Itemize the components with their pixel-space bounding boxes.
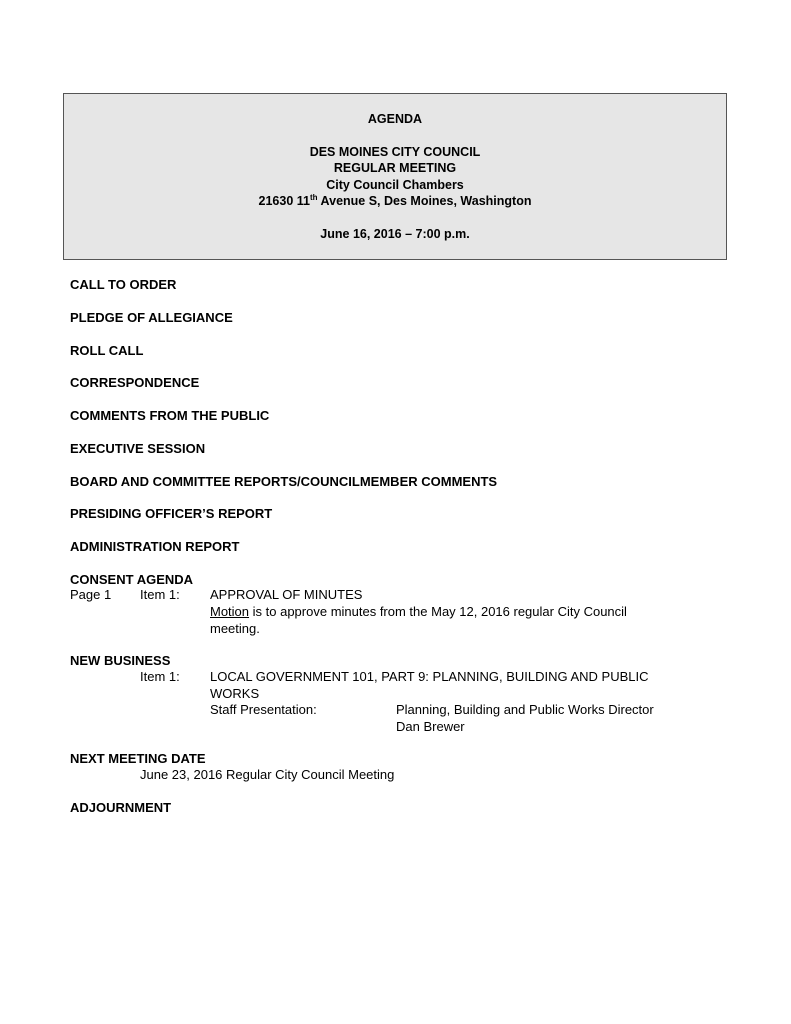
section-administration-report: ADMINISTRATION REPORT <box>70 539 240 554</box>
section-new-business: NEW BUSINESS <box>70 653 171 668</box>
section-consent-agenda: CONSENT AGENDA <box>70 572 194 587</box>
consent-page-ref: Page 1 <box>70 587 112 602</box>
section-roll-call: ROLL CALL <box>70 343 144 358</box>
consent-motion-continued: meeting. <box>210 621 260 636</box>
staff-presentation-label: Staff Presentation: <box>210 702 317 717</box>
meeting-type: REGULAR MEETING <box>333 161 457 175</box>
meeting-address <box>64 193 726 210</box>
address-street: Avenue S, Des Moines, Washington <box>317 194 532 208</box>
section-executive-session: EXECUTIVE SESSION <box>70 441 206 456</box>
section-presiding-officer-report: PRESIDING OFFICER’S REPORT <box>70 506 273 521</box>
agenda-heading: AGENDA <box>367 112 423 126</box>
consent-motion-line <box>210 604 627 620</box>
presenter-name: Dan Brewer <box>396 719 465 734</box>
agenda-header-box <box>63 93 727 260</box>
new-business-item-title: LOCAL GOVERNMENT 101, PART 9: PLANNING, BUILDING AND PUBLIC <box>210 669 649 684</box>
address-number: 21630 11 <box>258 194 310 208</box>
new-business-item-number: Item 1: <box>140 669 180 684</box>
next-meeting-text: June 23, 2016 Regular City Council Meeting <box>140 767 395 782</box>
consent-item-number: Item 1: <box>140 587 180 602</box>
motion-text: is to approve minutes from the May 12, 2016 regular City Council <box>249 604 627 619</box>
presenter-title: Planning, Building and Public Works Director <box>396 702 654 717</box>
section-call-to-order: CALL TO ORDER <box>70 277 177 292</box>
meeting-venue: City Council Chambers <box>326 178 464 192</box>
section-public-comments: COMMENTS FROM THE PUBLIC <box>70 408 270 423</box>
section-adjournment: ADJOURNMENT <box>70 800 172 815</box>
meeting-date-time: June 16, 2016 – 7:00 p.m. <box>320 227 470 241</box>
section-correspondence: CORRESPONDENCE <box>70 375 200 390</box>
section-next-meeting-date: NEXT MEETING DATE <box>70 751 206 766</box>
new-business-item-title-continued: WORKS <box>210 686 260 701</box>
address-ordinal: th <box>309 192 318 202</box>
consent-item-title: APPROVAL OF MINUTES <box>210 587 363 602</box>
motion-label: Motion <box>210 604 250 619</box>
council-name: DES MOINES CITY COUNCIL <box>309 145 481 159</box>
section-pledge-of-allegiance: PLEDGE OF ALLEGIANCE <box>70 310 233 325</box>
section-board-committee-reports: BOARD AND COMMITTEE REPORTS/COUNCILMEMBER COMMENTS <box>70 474 498 489</box>
